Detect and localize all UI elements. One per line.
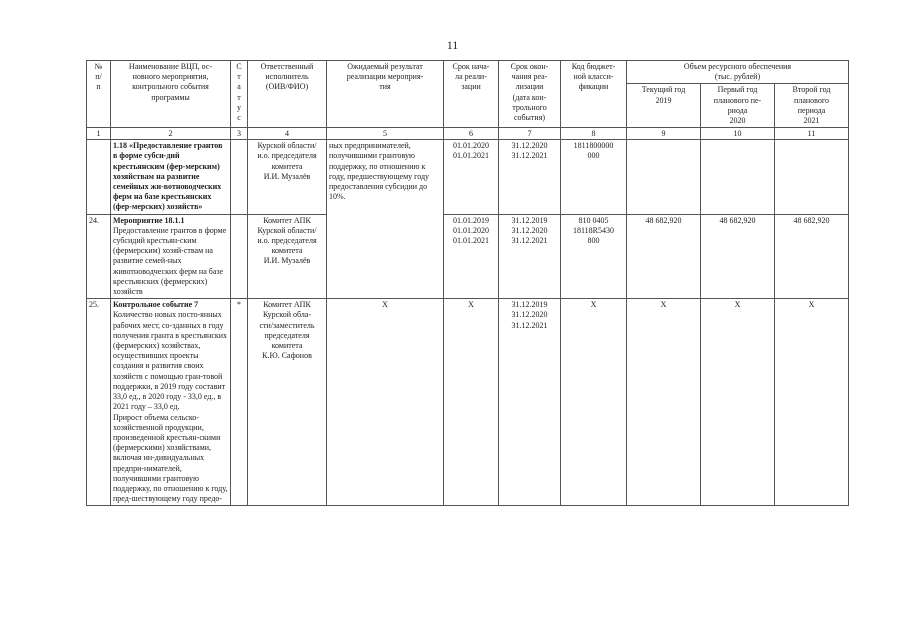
row-year-current: 48 682,920 (627, 214, 701, 299)
column-number: 5 (327, 128, 444, 140)
header-funding: Объем ресурсного обеспечения (тыс. рублей) (627, 61, 849, 84)
page-number: 11 (446, 38, 459, 52)
row-status (231, 214, 248, 299)
column-number: 3 (231, 128, 248, 140)
header-year-current: Текущий год 2019 (627, 84, 701, 128)
row-name (111, 140, 231, 214)
header-end: Срок окон- чания реа- лизации (дата кон- трольного события) (499, 61, 561, 128)
header-start: Срок нача- ла реали- зации (444, 61, 499, 128)
row-year-second: 48 682,920 (775, 214, 849, 299)
row-number (87, 140, 111, 214)
column-number-row (87, 128, 849, 140)
row-year-first: 48 682,920 (701, 214, 775, 299)
row-result: ных предпринимателей, получившими грантовую поддержку, по отношению к году, предшествующему году предоставления субсидии до 10%. (327, 140, 444, 214)
column-number: 11 (775, 128, 849, 140)
row-code: 810 0405 18118R5430 800 (561, 214, 627, 299)
row-end: 31.12.2019 31.12.2020 31.12.2021 (499, 214, 561, 299)
row-name-bold: 1.18 «Предоставление грантов в форме субси-дий крестьянским (фер-мерским) хозяйствам на развитие семейных жи-вотноводческих ферм на базе крестьянских (фер-мерских) хозяйств» (113, 141, 223, 212)
header-name: Наименование ВЦП, ос- новного мероприятия, контрольного события программы (111, 61, 231, 128)
row-end: 31.12.2019 31.12.2020 31.12.2021 (499, 299, 561, 506)
table-row (87, 214, 849, 299)
header-year-second: Второй год планового периода 2021 (775, 84, 849, 128)
table-row (87, 299, 849, 506)
row-responsible: Комитет АПК Курской области/ и.о. председателя комитета И.И. Музалёв (248, 214, 327, 299)
header-year-first: Первый год планового пе- риода 2020 (701, 84, 775, 128)
row-year-current: Х (627, 299, 701, 506)
row-year-second (775, 140, 849, 214)
column-number: 6 (444, 128, 499, 140)
row-year-current (627, 140, 701, 214)
column-number: 10 (701, 128, 775, 140)
row-number: 24. (87, 214, 111, 299)
row-name-bold: Контрольное событие 7 (113, 300, 199, 310)
row-name (111, 214, 231, 299)
header-result: Ожидаемый результат реализации мероприя- тия (327, 61, 444, 128)
row-name-text: Количество новых посто-янных рабочих мест, со-зданных в году получения гранта в крестьянских (фермерских) хозяйствах, осуществивших проекты создания и развития своих хозяйств с помощью гран-товой поддержки, в 2019 году составит 33,0 ед., в 2020 году - 33,0 ед., в 2021 году – 33,0 ед. Прирост объема сельско-хозяйственной продукции, произведенной крестьян-скими (фермерскими) хозяйствами, включая ин-дивидуальных предпри-нимателей, получившими грантовую поддержку, по отношению к году, пред-шествующему году предо- (113, 310, 228, 504)
row-result: Х (327, 299, 444, 506)
header-status: С т а т у с (231, 61, 248, 128)
row-status (231, 140, 248, 214)
row-responsible: Комитет АПК Курской обла- сти/заместитель председателя комитета К.Ю. Сафонов (248, 299, 327, 506)
row-name (111, 299, 231, 506)
row-responsible: Курской области/ и.о. председателя комитета И.И. Музалёв (248, 140, 327, 214)
column-number: 1 (87, 128, 111, 140)
column-number: 2 (111, 128, 231, 140)
row-name-text: Предоставление грантов в форме субсидий крестьян-ским (фермерским) хозяй-ствам на развитие семей-ных животноводческих ферм на базе крестьянских (фермерских) хозяйств (113, 225, 227, 297)
header-code: Код бюджет- ной класси- фикации (561, 61, 627, 128)
row-status: * (231, 299, 248, 506)
row-year-first: Х (701, 299, 775, 506)
row-start: 01.01.2019 01.01.2020 01.01.2021 (444, 214, 499, 299)
row-code: 1811800000 000 (561, 140, 627, 214)
row-start: 01.01.2020 01.01.2021 (444, 140, 499, 214)
header-responsible: Ответственный исполнитель (ОИВ/ФИО) (248, 61, 327, 128)
column-number: 4 (248, 128, 327, 140)
table-row (87, 140, 849, 214)
header-row (87, 61, 849, 84)
program-table (86, 60, 849, 506)
row-year-first (701, 140, 775, 214)
row-code: Х (561, 299, 627, 506)
row-result (327, 214, 444, 299)
row-number: 25. (87, 299, 111, 506)
column-number: 7 (499, 128, 561, 140)
column-number: 8 (561, 128, 627, 140)
row-start: Х (444, 299, 499, 506)
row-year-second: Х (775, 299, 849, 506)
row-end: 31.12.2020 31.12.2021 (499, 140, 561, 214)
header-num: № п/ п (87, 61, 111, 128)
row-name-bold: Мероприятие 18.1.1 (113, 215, 185, 225)
column-number: 9 (627, 128, 701, 140)
